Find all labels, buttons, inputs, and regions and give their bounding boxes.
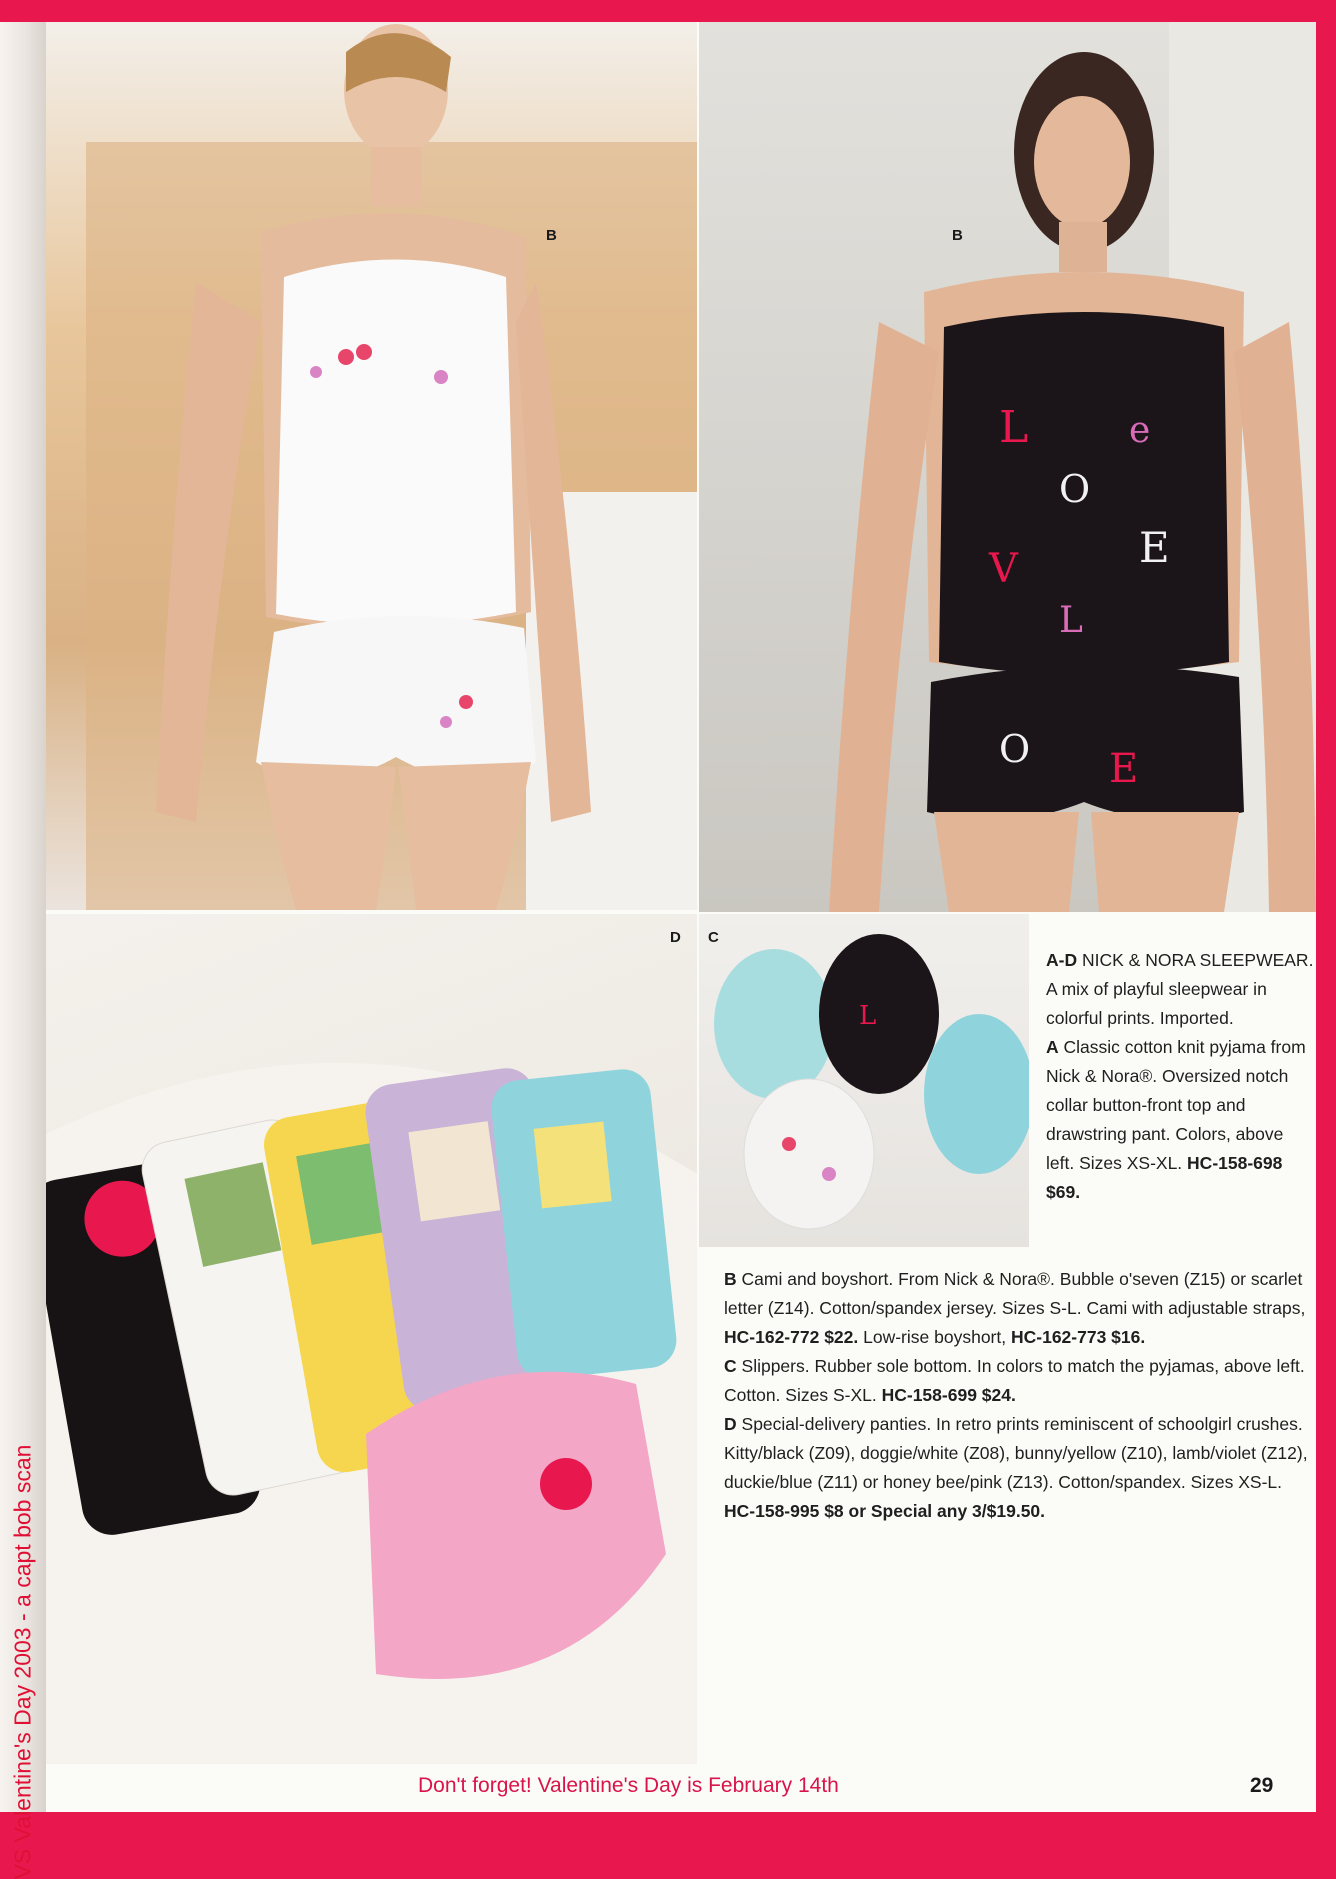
description-top	[1046, 946, 1316, 1207]
item-letter-d: D	[670, 929, 681, 946]
text-c: Slippers. Rubber sole bottom. In colors to match the pyjamas, above left. Cotton. Sizes S-XL.	[724, 1356, 1305, 1405]
svg-text:L: L	[1059, 600, 1083, 641]
item-d: HC-158-995 $8 or Special any 3/$19.50.	[724, 1501, 1046, 1521]
photo-slippers	[699, 914, 1029, 1247]
svg-text:e: e	[1129, 410, 1151, 451]
photo-black-cami-set	[699, 22, 1316, 912]
item-letter-b-2: B	[952, 227, 963, 244]
photo-slippers-illustration	[699, 914, 1029, 1247]
text-d: Special-delivery panties. In retro prints reminiscent of schoolgirl crushes. Kitty/black (Z09), doggie/white (Z08), bunny/yellow (Z10), lamb/violet (Z12), duckie/blue (Z11) or honey bee/pink (Z13). Cotton/spandex. Sizes XS-L.	[724, 1414, 1308, 1492]
description-bottom	[724, 1265, 1316, 1526]
text-b-2: Low-rise boyshort,	[863, 1327, 1007, 1347]
code-b: B	[724, 1269, 737, 1289]
text-a: Classic cotton knit pyjama from Nick & Nora®. Oversized notch collar button-front top and drawstring pant. Colors, above left. Sizes XS-XL.	[1046, 1037, 1306, 1173]
scan-spine	[0, 22, 46, 1879]
footer-note: Don't forget! Valentine's Day is February 14th	[418, 1774, 839, 1797]
svg-text:L: L	[859, 1001, 877, 1031]
item-a: HC-158-698 $69.	[1046, 1153, 1283, 1202]
svg-text:O: O	[1059, 467, 1091, 511]
text-a-d: NICK & NORA SLEEPWEAR. A mix of playful sleepwear in colorful prints. Imported.	[1046, 950, 1314, 1028]
text-b: Cami and boyshort. From Nick & Nora®. Bubble o'seven (Z15) or scarlet letter (Z14). Cotton/spandex jersey. Sizes S-L. Cami with adjustable straps,	[724, 1269, 1306, 1318]
scan-caption: VS Valentine's Day 2003 - a capt bob scan	[9, 1444, 36, 1879]
code-c: C	[724, 1356, 737, 1376]
catalog-page	[46, 22, 1316, 1812]
svg-text:V: V	[989, 546, 1018, 592]
svg-text:L: L	[999, 402, 1029, 453]
item-letter-c: C	[708, 929, 719, 946]
photo-white-cami-illustration	[46, 22, 697, 910]
svg-text:O: O	[999, 727, 1031, 771]
item-letter-b: B	[546, 227, 557, 244]
code-a-d: A-D	[1046, 950, 1078, 970]
photo-panties-illustration	[46, 914, 697, 1764]
svg-text:E: E	[1109, 746, 1139, 792]
code-a: A	[1046, 1037, 1059, 1057]
item-b-boyshort: HC-162-773 $16.	[1010, 1327, 1146, 1347]
page-number: 29	[1250, 1774, 1274, 1797]
photo-black-cami-illustration	[699, 22, 1316, 912]
item-c: HC-158-699 $24.	[881, 1385, 1016, 1405]
photo-white-cami-set	[46, 22, 697, 910]
svg-text:E: E	[1139, 523, 1170, 572]
item-b-cami: HC-162-772 $22.	[724, 1327, 859, 1347]
code-d: D	[724, 1414, 737, 1434]
photo-retro-panties	[46, 914, 697, 1764]
